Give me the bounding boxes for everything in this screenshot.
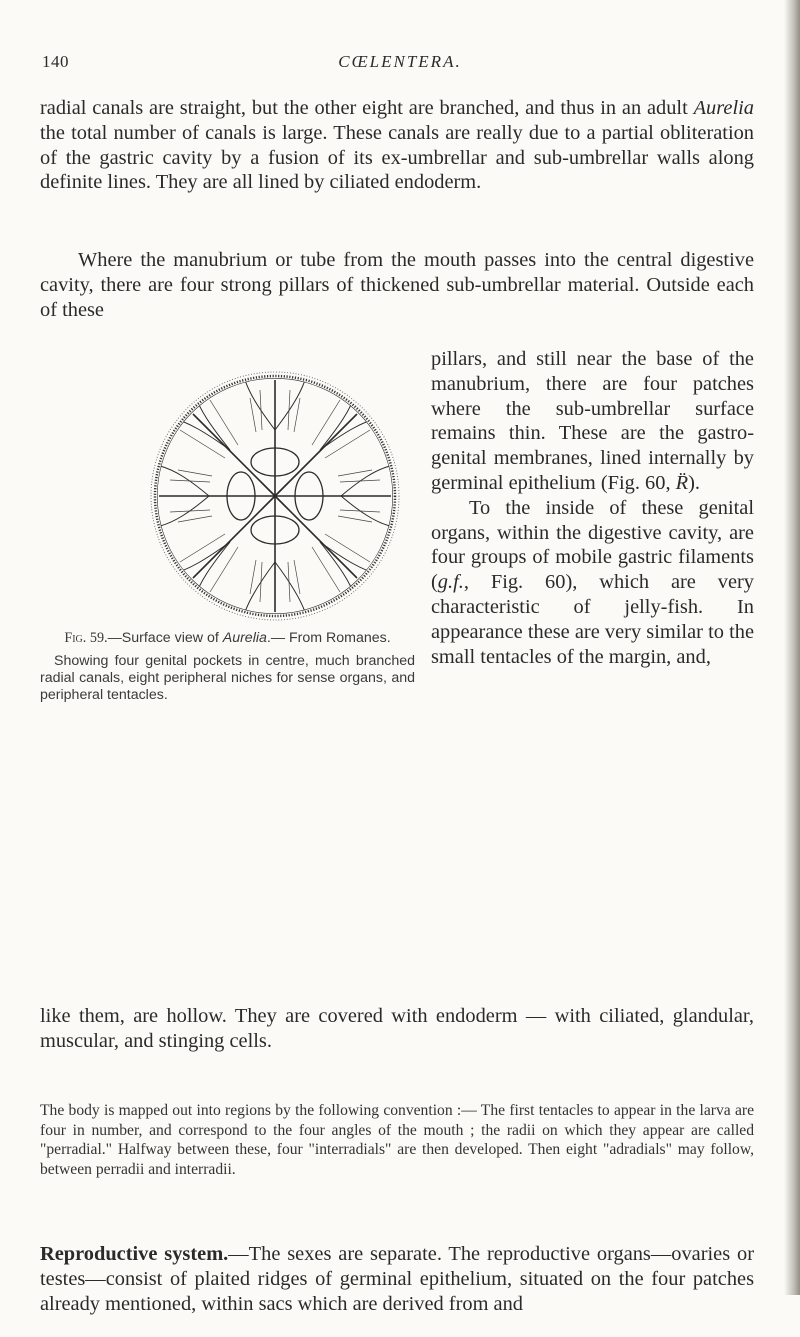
caption-title	[40, 630, 415, 647]
reproductive-system-section	[40, 1222, 754, 1337]
caption-title-text: —Surface view of	[107, 630, 219, 646]
section-heading: Reproductive system.	[40, 1243, 229, 1266]
paragraph-text: like them, are hollow. They are covered with endoderm — with ciliated, glandular, muscular, and stinging cells.	[40, 1005, 754, 1052]
italic-genus: Aurelia	[693, 97, 754, 119]
paragraph-text-rest: the total number of canals is large. These canals are really due to a partial obliteration of the gastric cavity by a fusion of its ex-umbrellar and sub-umbrellar walls along definite lines. They are all lined by ciliated endoderm.	[40, 121, 754, 194]
figure-ref-gf: g.f.	[437, 571, 464, 594]
caption-body: Showing four genital pockets in centre, much branched radial canals, eight peripheral niches for sense organs, and peripheral tentacles.	[40, 653, 415, 703]
figure-caption	[40, 630, 415, 704]
section-text: —The sexes are separate. The reproductive organs—ovaries or testes—consist of plaited ridges of germinal epithelium, situated on the four patches already mentioned, within sacs which are derived from and	[40, 1243, 754, 1315]
side-column-text	[431, 347, 754, 669]
caption-source: .— From Romanes.	[266, 630, 391, 646]
caption-genus: Aurelia	[222, 630, 267, 646]
side-paragraph-2-end: , Fig. 60), which are very characteristic of jelly-fish. In appearance these are very similar to the small tentacles of the margin, and,	[431, 571, 754, 668]
note-text: The body is mapped out into regions by the following convention :— The first tentacles to appear in the larva are four in number, and correspond to the four angles of the mouth ; the radii on which they appear are called "perradial." Halfway between these, four "interradials" are then developed. Then eight "adradials" may follow, between perradii and interradii.	[40, 1102, 754, 1178]
page-edge-shadow	[784, 0, 800, 1295]
paragraph-text: Where the manubrium or tube from the mouth passes into the central digestive cavity, there are four strong pillars of thickened sub-umbrellar material. Outside each of these	[40, 249, 754, 321]
side-paragraph-2: To the inside of these genital organs, within the digestive cavity, are four groups of mobile gastric filaments (	[431, 496, 754, 594]
aurelia-illustration	[150, 370, 400, 622]
paragraph-text: radial canals are straight, but the other eight are branched, and thus in an adult	[40, 97, 688, 119]
caption-label: Fig. 59.	[64, 630, 108, 646]
small-print-note	[40, 1101, 754, 1179]
side-paragraph-1-end: ).	[688, 471, 701, 494]
running-title: CŒLENTERA.	[338, 52, 462, 71]
paragraph-canals	[40, 96, 754, 195]
side-paragraph-1: pillars, and still near the base of the manubrium, there are four patches where the sub-umbrellar surface remains thin. These are the gastro-genital membranes, lined internally by germinal epithelium (Fig. 60,	[431, 348, 754, 494]
figure-ref-r: R̈	[675, 471, 689, 494]
page-header	[0, 52, 800, 82]
paragraph-hollow	[40, 1004, 754, 1054]
paragraph-manubrium	[40, 248, 754, 322]
page-number: 140	[42, 52, 69, 71]
